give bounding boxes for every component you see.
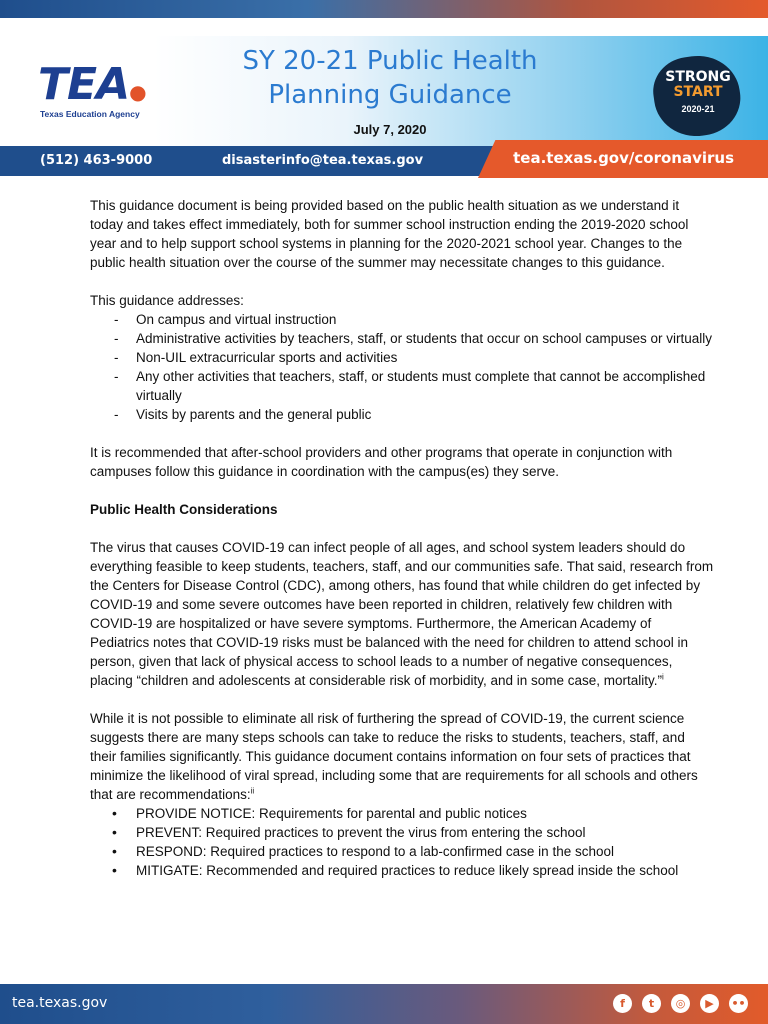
list-item: • PREVENT: Required practices to prevent the virus from entering the school <box>90 823 714 842</box>
list-item: - Administrative activities by teachers, staff, or students that occur on school campuses or virtually <box>90 329 714 348</box>
phone-number: (512) 463-9000 <box>40 153 153 168</box>
footer-website-link[interactable]: tea.texas.gov <box>12 995 108 1011</box>
badge-text <box>660 70 736 100</box>
section-heading: Public Health Considerations <box>90 502 278 517</box>
coronavirus-website-link[interactable]: tea.texas.gov/coronavirus <box>513 149 734 167</box>
tea-logo-letters: TEA● <box>38 59 146 110</box>
list-item: • MITIGATE: Recommended and required practices to reduce likely spread inside the school <box>90 861 714 880</box>
list-item: - Any other activities that teachers, staff, or students must complete that cannot be accomplished virtually <box>90 367 714 405</box>
footnote-ref-2[interactable]: ii <box>250 786 255 796</box>
contact-bar <box>0 146 768 176</box>
facebook-icon[interactable]: f <box>613 994 632 1013</box>
title-line-2: Planning Guidance <box>268 80 512 110</box>
intro-paragraph: This guidance document is being provided based on the public health situation as we understand it today and takes effect immediately, both for summer school instruction ending the 2019-2020 school year and to help support school systems in planning for the 2020-2021 school year. Changes to the public health situation over the course of the summer may necessitate changes to this guidance. <box>90 198 689 270</box>
list-item: • PROVIDE NOTICE: Requirements for parental and public notices <box>90 804 714 823</box>
email-link[interactable]: disasterinfo@tea.texas.gov <box>222 153 424 168</box>
youtube-icon[interactable]: ▶ <box>700 994 719 1013</box>
badge-line-2: START <box>673 84 723 100</box>
document-date: July 7, 2020 <box>353 122 427 137</box>
tea-logo-subtitle: Texas Education Agency <box>40 109 140 119</box>
twitter-icon[interactable]: t <box>642 994 661 1013</box>
document-body <box>90 196 714 880</box>
practices-list <box>90 804 714 880</box>
risk-paragraph-text: While it is not possible to eliminate all risk of furthering the spread of COVID-19, the current science suggests there are many steps schools can take to reduce the risks to students, teachers, staff, and their families significantly. This guidance document contains information on four sets of practices that minimize the likelihood of viral spread, including some that are requirements for all schools and others that are recommendations: <box>90 711 698 802</box>
document-title <box>196 44 584 112</box>
badge-line-1: STRONG <box>665 69 731 85</box>
list-item: - Visits by parents and the general public <box>90 405 714 424</box>
after-school-paragraph: It is recommended that after-school providers and other programs that operate in conjunction with campuses follow this guidance in coordination with the campus(es) they serve. <box>90 445 673 479</box>
strong-start-badge <box>654 56 740 136</box>
badge-year: 2020-21 <box>681 104 715 114</box>
risk-paragraph <box>90 709 714 804</box>
title-line-1: SY 20-21 Public Health <box>242 46 538 76</box>
social-icons <box>613 994 748 1013</box>
tea-logo <box>38 59 163 124</box>
addresses-list <box>90 310 714 424</box>
footnote-ref-1[interactable]: i <box>662 672 664 682</box>
top-color-stripe <box>0 0 768 18</box>
list-item: - Non-UIL extracurricular sports and activities <box>90 348 714 367</box>
list-item: - On campus and virtual instruction <box>90 310 714 329</box>
instagram-icon[interactable]: ◎ <box>671 994 690 1013</box>
footer-bar <box>0 984 768 1024</box>
flickr-icon[interactable]: •• <box>729 994 748 1013</box>
list-item: • RESPOND: Required practices to respond to a lab-confirmed case in the school <box>90 842 714 861</box>
addresses-lead: This guidance addresses: <box>90 293 244 308</box>
virus-paragraph <box>90 538 714 690</box>
virus-paragraph-text: The virus that causes COVID-19 can infect people of all ages, and school system leaders should do everything feasible to keep students, teachers, staff, and our communities safe. That said, research from the Centers for Disease Control (CDC), among others, has found that while children do get infected by COVID-19 and some severe outcomes have been reported in children, relatively few children with COVID-19 are hospitalized or have severe symptoms. Furthermore, the American Academy of Pediatrics notes that COVID-19 risks must be balanced with the need for children to attend school in person, given that lack of physical access to school leads to a number of negative consequences, placing “children and adolescents at considerable risk of morbidity, and in some case, mortality.” <box>90 540 714 688</box>
